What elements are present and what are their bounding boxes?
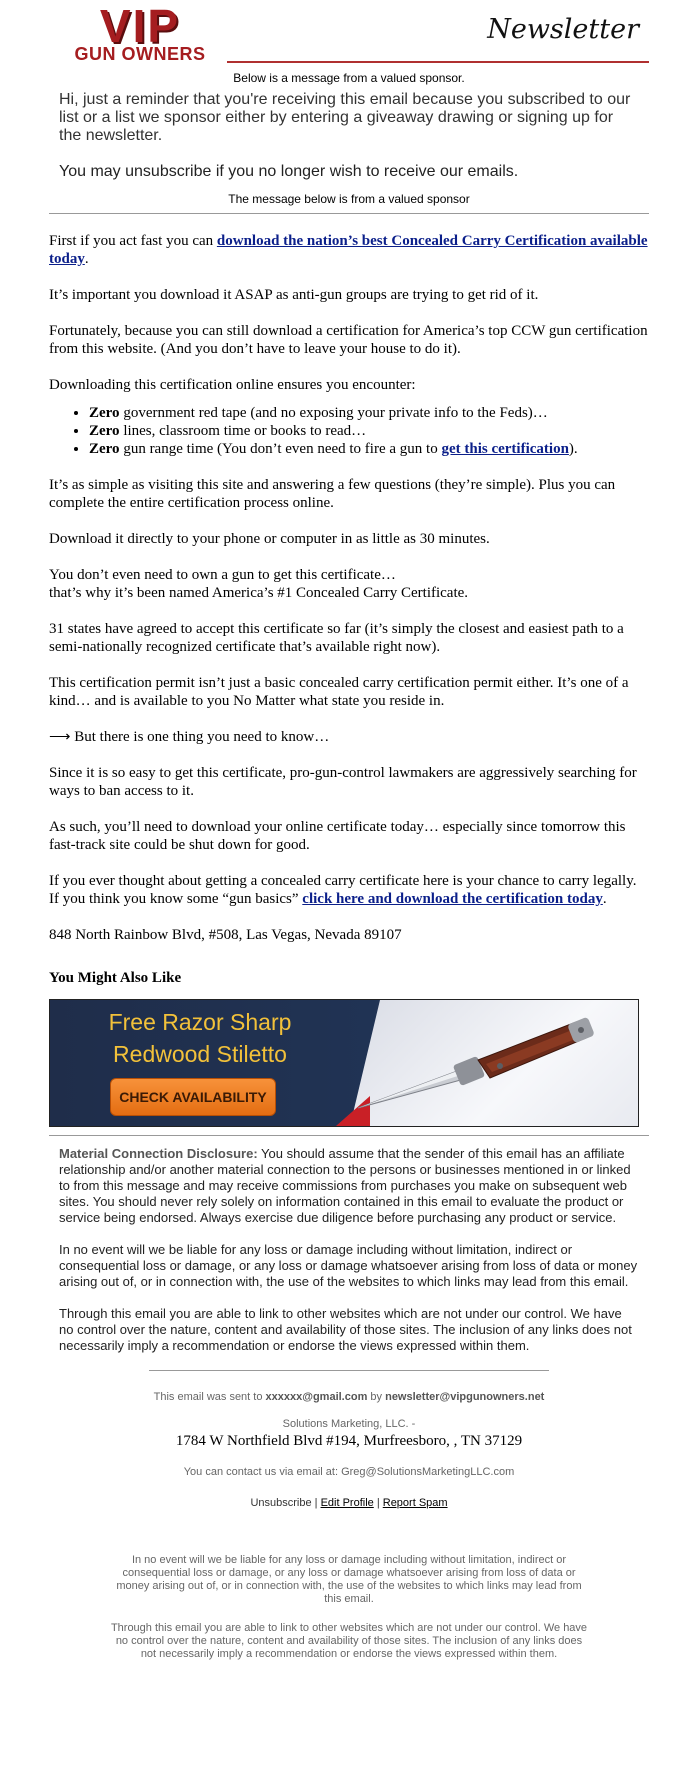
text: You don’t even need to own a gun to get this certificate… (49, 567, 396, 583)
list-item (89, 440, 649, 458)
list-item (89, 404, 649, 422)
text: gun range time (You don’t even need to fire a gun to (119, 441, 442, 457)
header (49, 0, 649, 64)
stiletto-knife-icon (350, 1008, 638, 1118)
sponsor-note-top: Below is a message from a valued sponsor. (233, 71, 465, 85)
footer-liability-disclaimer: In no event will we be liable for any loss or damage including without limitation, indirect or consequential loss or damage, or any loss or damage whatsoever arising from loss of data or money arising out of, or in connection with, the use of the websites to which links may lead from this email. (116, 1554, 582, 1605)
paragraph: Fortunately, because you can still download a certification for America’s top CCW gun certification from this website. (And you don’t have to leave your house to do it). (49, 323, 648, 357)
bold-zero: Zero (89, 423, 120, 439)
unsubscribe-note: You may unsubscribe if you no longer wish to receive our emails. (59, 163, 519, 180)
contact-email: You can contact us via email at: Greg@SolutionsMarketingLLC.com (183, 1466, 515, 1478)
sponsor-message (49, 214, 649, 944)
click-here-download-link[interactable]: click here and download the certification today (302, 891, 603, 907)
subscription-reminder (49, 87, 649, 181)
material-disclosure (59, 1146, 639, 1226)
vip-gun-owners-logo[interactable] (51, 0, 229, 64)
header-divider (227, 61, 649, 63)
paragraph: Since it is so easy to get this certificate, pro-gun-control lawmakers are aggressively searching for ways to ban access to it. (49, 765, 637, 799)
bold-zero: Zero (89, 441, 120, 457)
footer-links (49, 1497, 649, 1509)
sponsor-note-middle: The message below is from a valued sponsor (228, 192, 470, 206)
banner-line-1: Free Razor Sharp (108, 1009, 292, 1035)
paragraph: Downloading this certification online ensures you encounter: (49, 377, 416, 393)
separator: | (311, 1497, 321, 1509)
paragraph (49, 232, 649, 268)
text: by (367, 1391, 386, 1403)
newsletter-title: Newsletter (487, 14, 639, 45)
bold-zero: Zero (89, 405, 120, 421)
company-name: Solutions Marketing, LLC. - (282, 1418, 416, 1430)
download-certification-link[interactable]: download the nation’s best Concealed Carry Certification available today (49, 233, 648, 267)
footer-links-disclaimer: Through this email you are able to link to other websites which are not under our control. We have no control over the nature, content and availability of those sites. The inclusion of any links does not necessarily imply a recommendation or endorse the views expressed within them. (110, 1622, 588, 1660)
banner-line-2: Redwood Stiletto (113, 1041, 287, 1067)
unsubscribe-link[interactable]: Unsubscribe (250, 1497, 312, 1509)
paragraph: This certification permit isn’t just a basic concealed carry certification permit either. It’s one of a kind… and is available to you No Matter what state you reside in. (49, 675, 629, 709)
liability-disclaimer: In no event will we be liable for any loss or damage including without limitation, indirect or consequential loss or damage, or any loss or damage whatsoever arising from loss of data or money arising out of, or in connection with, the use of the websites to which links may lead from this email. (59, 1242, 638, 1289)
text: . (602, 891, 607, 907)
footer-divider (149, 1370, 549, 1371)
disclosure-section (49, 1136, 649, 1354)
report-spam-link[interactable]: Report Spam (382, 1497, 448, 1509)
text: You should assume that the sender of this email has an affiliate relationship and/or another material connection to the persons or businesses mentioned in or linked to from this message and may receive commissions from purchases you make on subsequent web sites. You should never rely solely on information contained in this email to evaluate the product or service being endorsed. Always exercise due diligence before purchasing any product or service. (59, 1146, 631, 1225)
banner-headline (80, 1006, 320, 1070)
text: government red tape (and no exposing your private info to the Feds)… (119, 405, 548, 421)
text: . (84, 251, 89, 267)
separator: | (373, 1497, 383, 1509)
paragraph: 31 states have agreed to accept this certificate so far (it’s simply the closest and easiest path to a semi-nationally recognized certificate that’s available right now). (49, 621, 624, 655)
you-might-also-like-heading: You Might Also Like (49, 970, 182, 986)
list-item (89, 422, 649, 440)
benefits-list (49, 404, 649, 458)
sent-to-line (49, 1391, 649, 1403)
paragraph: It’s as simple as visiting this site and answering a few questions (they’re simple). Plus you can complete the entire certification process online. (49, 477, 616, 511)
sender-email: newsletter@vipgunowners.net (385, 1391, 545, 1403)
edit-profile-link[interactable]: Edit Profile (320, 1497, 374, 1509)
recipient-email: xxxxxx@gmail.com (265, 1391, 368, 1403)
text: If you ever thought about getting a concealed carry certificate here is your chance to carry legally. If you think you know some “gun basics” (49, 873, 637, 907)
paragraph: Download it directly to your phone or computer in as little as 30 minutes. (49, 531, 490, 547)
logo-gun-owners-text: GUN OWNERS (74, 44, 206, 64)
text: lines, classroom time or books to read… (119, 423, 367, 439)
paragraph (49, 566, 649, 602)
paragraph: ⟶ But there is one thing you need to know… (49, 729, 330, 745)
text: First if you act fast you can (49, 233, 217, 249)
footer (49, 1391, 649, 1661)
paragraph: It’s important you download it ASAP as anti-gun groups are trying to get rid of it. (49, 287, 539, 303)
stiletto-ad-banner[interactable] (49, 999, 639, 1127)
paragraph (49, 872, 649, 908)
paragraph: As such, you’ll need to download your online certificate today… especially since tomorrow this fast-track site could be shut down for good. (49, 819, 626, 853)
sponsor-address: 848 North Rainbow Blvd, #508, Las Vegas, Nevada 89107 (49, 927, 402, 943)
email-container (49, 0, 649, 1661)
external-links-disclaimer: Through this email you are able to link to other websites which are not under our control. We have no control over the nature, content and availability of those sites. The inclusion of any links does not necessarily imply a recommendation or endorse the views expressed within them. (59, 1306, 632, 1353)
text: This email was sent to (153, 1391, 266, 1403)
text: ). (568, 441, 578, 457)
company-address: 1784 W Northfield Blvd #194, Murfreesboro, , TN 37129 (175, 1433, 523, 1449)
text: that’s why it’s been named America’s #1 Concealed Carry Certificate. (49, 585, 469, 601)
disclosure-label: Material Connection Disclosure: (59, 1146, 258, 1161)
reminder-text: Hi, just a reminder that you're receiving this email because you subscribed to our list or a list we sponsor either by entering a giveaway drawing or signing up for the newsletter. (59, 91, 631, 144)
logo-vip-text: VIP (99, 0, 181, 52)
get-certification-link[interactable]: get this certification (441, 441, 569, 457)
check-availability-button[interactable]: CHECK AVAILABILITY (110, 1078, 276, 1116)
